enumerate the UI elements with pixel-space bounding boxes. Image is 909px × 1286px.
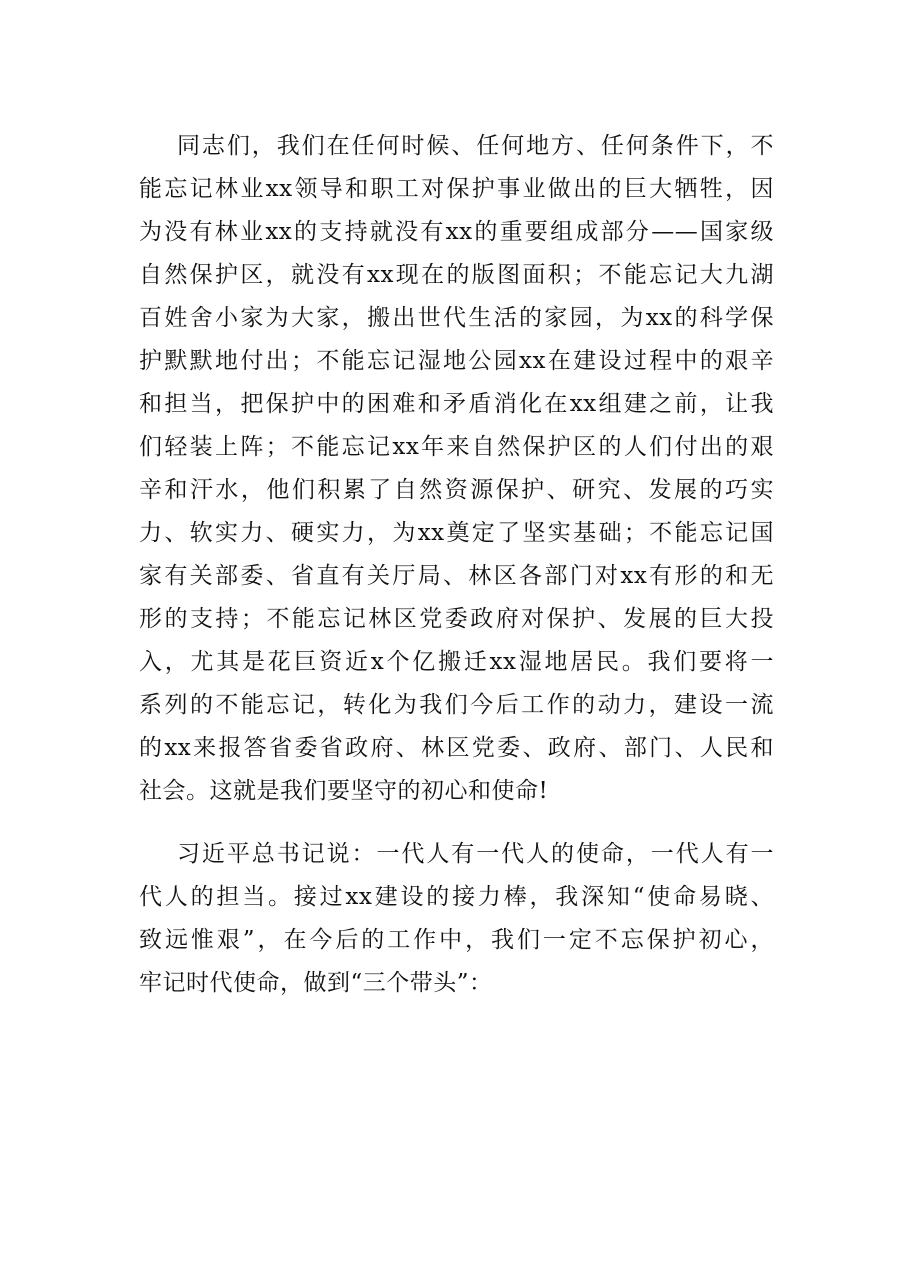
- text-line: 同志们，我们在任何时候、任何地方、任何条件下，不: [177, 133, 774, 159]
- text-line: 习近平总书记说：一代人有一代人的使命，一代人有一: [177, 841, 774, 867]
- text-line: 的xx来报答省委省政府、林区党委、政府、部门、人民和: [139, 735, 774, 761]
- paragraph-2: [139, 833, 774, 1005]
- text-line: 能忘记林业xx领导和职工对保护事业做出的巨大牺牲，因: [139, 176, 774, 202]
- text-line: 和担当，把保护中的困难和矛盾消化在xx组建之前，让我: [139, 391, 774, 417]
- text-line: 形的支持；不能忘记林区党委政府对保护、发展的巨大投: [139, 606, 774, 632]
- paragraph-1: [139, 125, 774, 813]
- text-line: 百姓舍小家为大家，搬出世代生活的家园，为xx的科学保: [139, 305, 774, 331]
- text-line: 为没有林业xx的支持就没有xx的重要组成部分——国家级: [139, 219, 774, 245]
- text-line: 代人的担当。接过xx建设的接力棒，我深知“使命易晓、: [139, 884, 774, 910]
- text-line: 护默默地付出；不能忘记湿地公园xx在建设过程中的艰辛: [139, 348, 774, 374]
- text-line: 致远惟艰”，在今后的工作中，我们一定不忘保护初心，: [139, 927, 774, 953]
- text-line: 们轻装上阵；不能忘记xx年来自然保护区的人们付出的艰: [139, 434, 774, 460]
- text-line: 力、软实力、硬实力，为xx奠定了坚实基础；不能忘记国: [139, 520, 774, 546]
- paragraph-spacer: [139, 813, 774, 833]
- body-text: [139, 125, 774, 1005]
- text-line: 社会。这就是我们要坚守的初心和使命!: [139, 778, 549, 804]
- text-line: 家有关部委、省直有关厅局、林区各部门对xx有形的和无: [139, 563, 774, 589]
- text-line: 自然保护区，就没有xx现在的版图面积；不能忘记大九湖: [139, 262, 774, 288]
- text-line: 辛和汗水，他们积累了自然资源保护、研究、发展的巧实: [139, 477, 774, 503]
- text-line: 系列的不能忘记，转化为我们今后工作的动力，建设一流: [139, 692, 774, 718]
- text-line: 牢记时代使命，做到“三个带头”：: [139, 970, 493, 996]
- text-line: 入，尤其是花巨资近x个亿搬迁xx湿地居民。我们要将一: [139, 649, 774, 675]
